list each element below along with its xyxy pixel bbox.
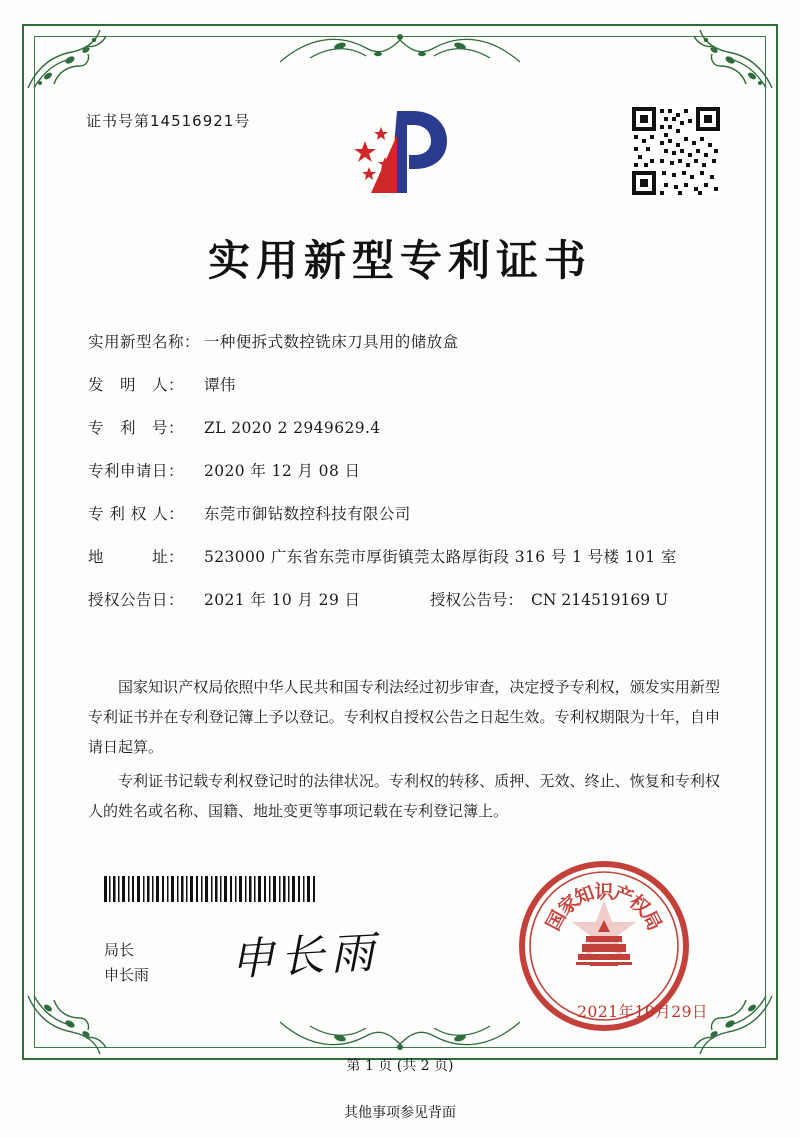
svg-text:国: 国 (542, 907, 571, 935)
field-value: 2021 年 10 月 29 日 (204, 591, 361, 610)
handwritten-signature: 申长雨 (229, 927, 382, 986)
field-label: 地 址： (88, 548, 185, 567)
field-list (88, 330, 722, 631)
field-row-address (88, 545, 722, 569)
svg-text:权: 权 (625, 890, 654, 920)
page-title: 实用新型专利证书 (207, 236, 592, 285)
signature-block (104, 938, 149, 988)
barcode-icon (104, 876, 316, 902)
field-row-patent-number (88, 416, 722, 440)
field-row-grant-announcement (88, 588, 722, 612)
flourish-top (270, 28, 530, 82)
field-row-inventor (88, 373, 722, 397)
field-label: 实用新型名称： (88, 333, 201, 351)
field-row-patentee (88, 502, 722, 526)
page-number: 第 1 页 (共 2 页) (346, 1058, 454, 1074)
field-label: 授权公告日： (88, 591, 185, 610)
body-paragraph-1: 国家知识产权局依照中华人民共和国专利法经过初步审查，决定授予专利权，颁发实用新型专利证书并在专利登记簿上予以登记。专利权自授权公告之日起生效。专利权期限为十年，自申请日起算。 (88, 678, 720, 756)
field-label: 发 明 人： (88, 376, 185, 395)
field-row-invention-name (88, 330, 722, 354)
svg-text:局: 局 (637, 907, 666, 935)
svg-text:产: 产 (610, 881, 637, 910)
field-label: 专利申请日： (88, 462, 185, 481)
signature-role-label: 局长 (104, 941, 135, 959)
field-label: 专 利 号： (88, 419, 185, 438)
field-value: ZL 2020 2 2949629.4 (204, 419, 381, 438)
seal-date: 2021年10月29日 (577, 1003, 708, 1021)
field-label: 专 利 权 人： (88, 505, 185, 524)
svg-text:识: 识 (594, 881, 614, 903)
field-value: 一种便拆式数控铣床刀具用的储放盒 (204, 333, 459, 351)
signature-name-label: 申长雨 (104, 966, 150, 984)
svg-text:家: 家 (554, 890, 583, 920)
field-value: 东莞市御钻数控科技有限公司 (204, 505, 411, 524)
qr-code-icon (630, 105, 722, 197)
field-value: 2020 年 12 月 08 日 (204, 462, 361, 481)
certificate-number: 证书号第14516921号 (86, 112, 251, 130)
body-text (88, 672, 720, 830)
field-row-application-date (88, 459, 722, 483)
grant-number-value: CN 214519169 U (531, 591, 669, 610)
grant-number-label: 授权公告号： (430, 591, 524, 610)
field-value: 谭伟 (204, 376, 236, 395)
flourish-bottom (270, 1002, 530, 1056)
field-value: 523000 广东省东莞市厚街镇莞太路厚街段 316 号 1 号楼 101 室 (204, 548, 677, 567)
body-paragraph-2: 专利证书记载专利权登记时的法律状况。专利权的转移、质押、无效、终止、恢复和专利权人的姓名或名称、国籍、地址变更等事项记载在专利登记簿上。 (88, 772, 720, 820)
cnipa-logo-icon (335, 105, 465, 200)
back-side-note: 其他事项参见背面 (344, 1105, 456, 1121)
svg-text:知: 知 (571, 881, 598, 910)
